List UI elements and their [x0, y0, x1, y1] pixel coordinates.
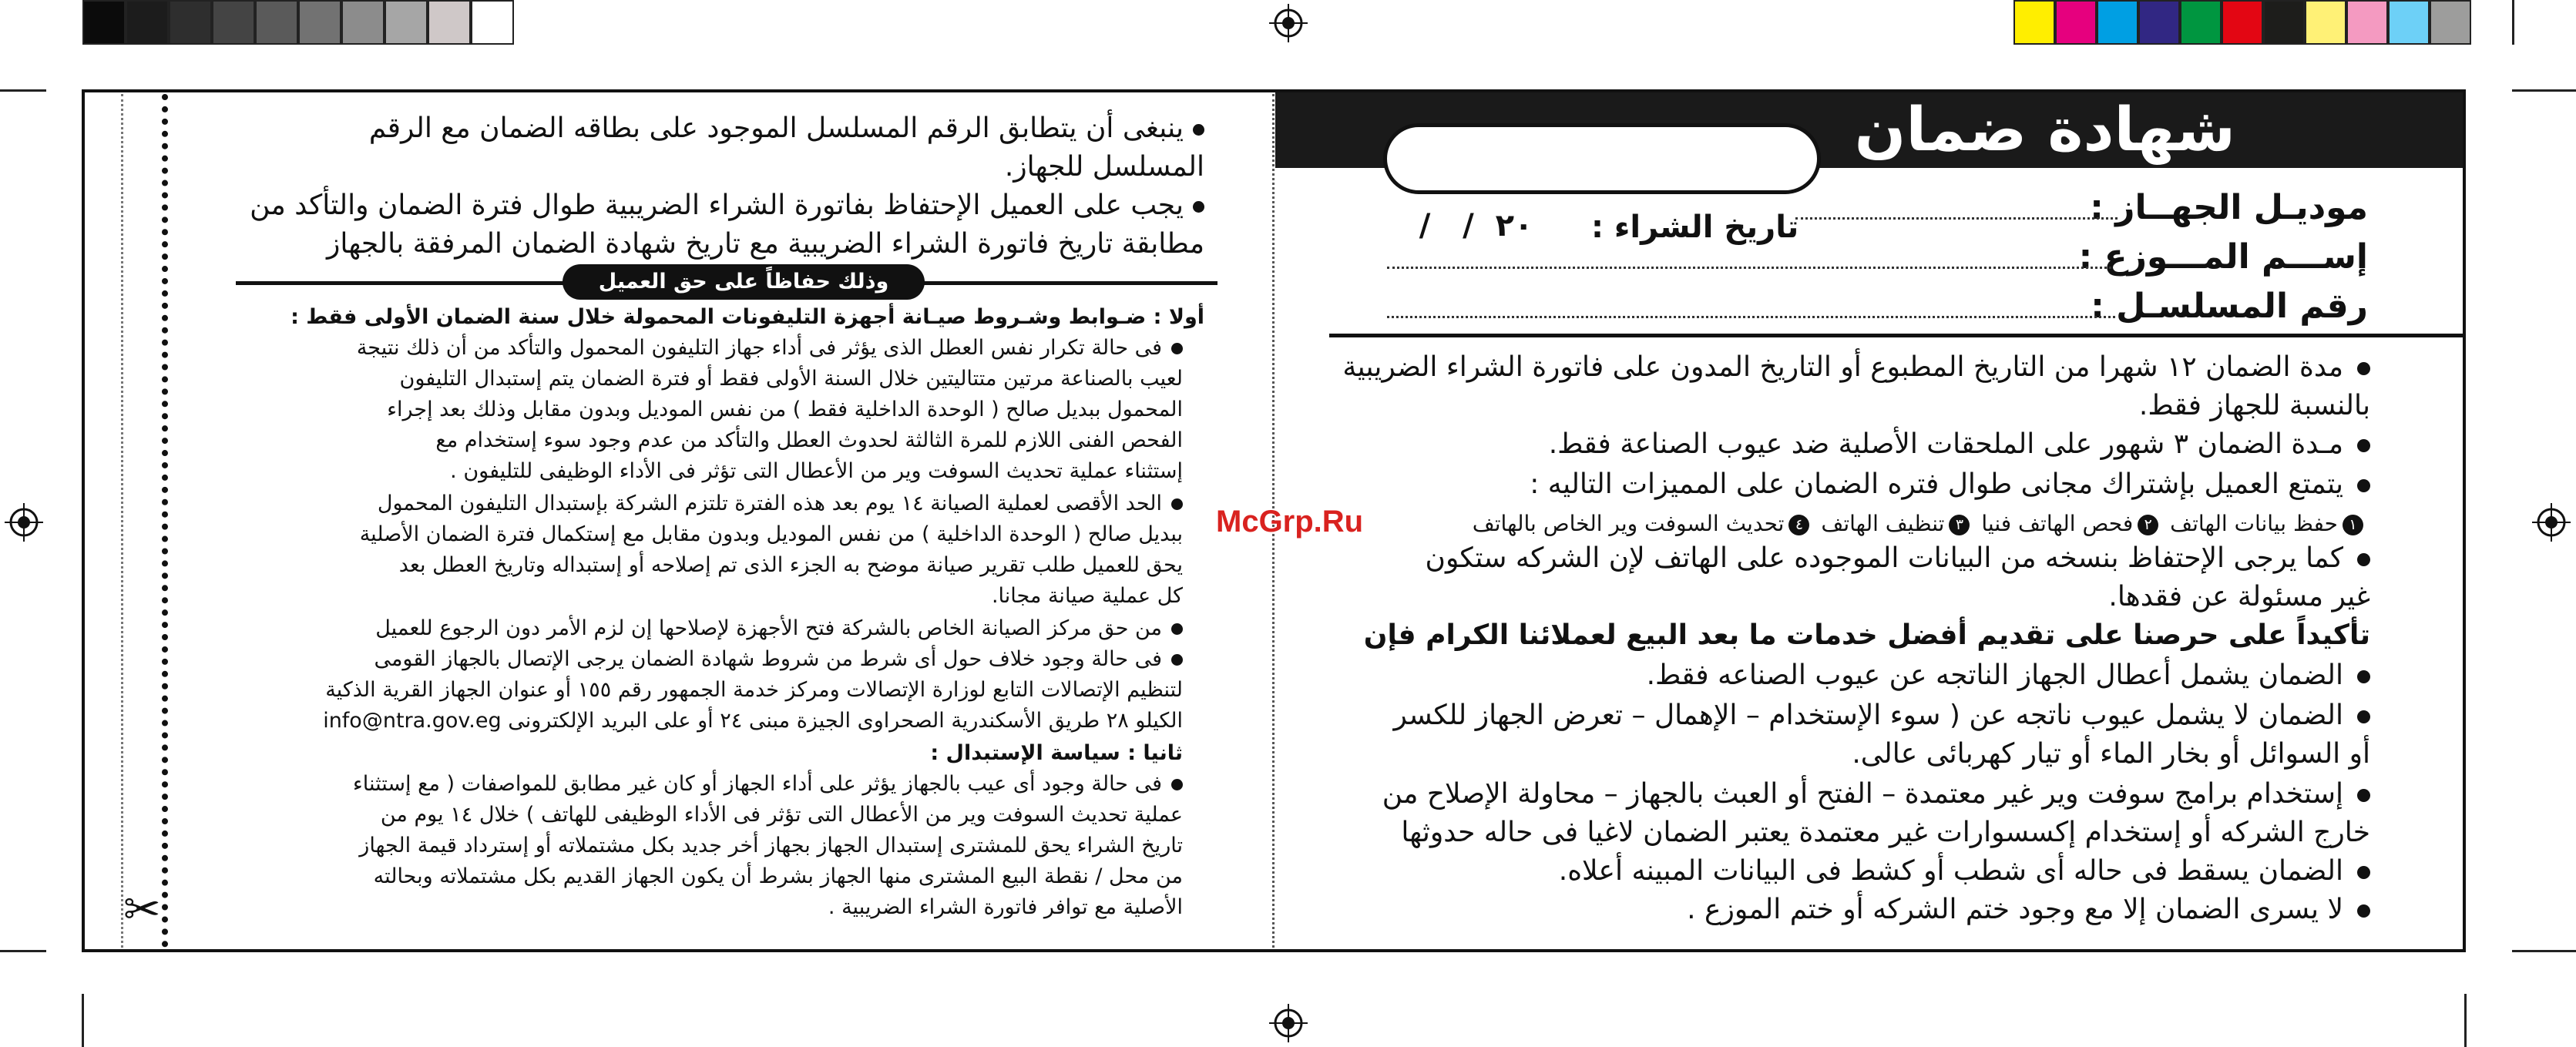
gray-swatch — [212, 0, 255, 45]
gray-swatch — [126, 0, 169, 45]
registration-mark-icon — [5, 503, 43, 542]
crop-mark — [2512, 0, 2514, 45]
terms-item: فى حالة تكرار نفس العطل الذى يؤثر فى أداء جهاز التليفون المحمول والتأكد من أن ذلك نتيجة لعيب بالصناعة مرتين متتاليتين خلال السنة الأولى فقط أو فترة الضمان يتم إستبدال التليفون المحمول ببديل صالح ( الوحدة الداخلية فقط ) من نفس الموديل وبدون مقابل وذلك بعد إجراء الفحص الفنى اللازم للمرة الثالثة لحدوث العطل والتأكد من عدم وجود سوء إستخدام مع إستثناء عملية تحديث السوفت وير من الأعطال التى تؤثر فى الأداء الوظيفى للتليفون . — [356, 336, 1183, 483]
section-heading: أولا : ضـوابط وشـروط صيـانة أجهزة التليفونات المحمولة خلال سنة الضمان الأولى فقط : — [291, 305, 1204, 329]
registration-mark-icon — [1269, 4, 1308, 42]
crop-mark — [2512, 950, 2576, 952]
model-label: موديـل الجهــاز : — [2090, 188, 2368, 227]
warranty-term: يتمتع العميل بإشتراك مجانى طوال فتره الضمان على المميزات التاليه : — [1199, 465, 2370, 504]
emphasis-statement: تأكيداً على حرصنا على تقديم أفضل خدمات ما بعد البيع لعملائنا الكرام فإن — [1363, 619, 2370, 651]
color-swatch — [2097, 0, 2138, 45]
divider — [1329, 334, 2463, 337]
section-banner: وذلك حفاظاً على حق العميل — [563, 264, 925, 300]
stamp-area — [1383, 123, 1821, 194]
color-swatch — [2430, 0, 2471, 45]
terms-bullet: يجب على العميل الإحتفاظ بفاتورة الشراء الضريبية طوال فترة الضمان والتأكد من مطابقة تاريخ فاتورة الشراء الضريبية مع تاريخ شهادة الضمان المرفقة بالجهاز — [250, 190, 1204, 260]
color-swatch — [2263, 0, 2305, 45]
gray-swatch — [385, 0, 428, 45]
cut-line — [121, 94, 123, 948]
warranty-term: الضمان يسقط فى حاله أى شطب أو كشط فى البيانات المبينه أعلاه. — [1199, 852, 2370, 891]
gray-swatch — [471, 0, 514, 45]
serial-field[interactable] — [1387, 316, 2115, 318]
color-swatch — [2222, 0, 2263, 45]
crop-mark — [2464, 994, 2467, 1047]
purchase-date-field[interactable]: ٢٠ / / — [1387, 208, 1533, 243]
model-field[interactable] — [1795, 217, 2118, 220]
warranty-term: الضمان يشمل أعطال الجهاز الناتجه عن عيوب الصناعه فقط. — [1199, 656, 2370, 695]
gray-swatch — [428, 0, 471, 45]
terms-item: الحد الأقصى لعملية الصيانة ١٤ يوم بعد هذه الفترة تلتزم الشركة بإستبدال التليفون المحمول ببديل صالح ( الوحدة الداخلية ) من نفس الموديل وبدون مقابل مع إستكمال فترة الضمان الأصلية يحق للعميل طلب تقرير صيانة موضح به الجزء الذى تم إصلاحه أو إستبداله وتاريخ العطل بعد كل عملية صيانة مجانا. — [359, 492, 1183, 608]
registration-mark-icon — [2532, 503, 2571, 542]
watermark: McGrp.Ru — [1216, 505, 1364, 539]
terms-item: فى حالة وجود خلاف حول أى شرط من شروط شهادة الضمان يرجى الإتصال بالجهاز القومى لتنظيم الإتصالات التابع لوزارة الإتصالات ومركز خدمة الجمهور رقم ١٥٥ أو عنوان الجهاز القرية الذكية الكيلو ٢٨ طريق الأسكندرية الصحراوى الجيزة مبنى ٢٤ أو على البريد الإلكترونى info@ntra.gov.eg — [323, 647, 1183, 733]
crop-mark — [0, 950, 46, 952]
purchase-date-label: تاريخ الشراء : — [1591, 210, 1799, 245]
gray-swatch — [298, 0, 341, 45]
page-title: شهادة ضمان — [1854, 96, 2235, 165]
registration-mark-icon — [1269, 1004, 1308, 1042]
serial-label: رقم المسلسـل : — [2091, 287, 2368, 326]
warranty-term: لا يسرى الضمان إلا مع وجود ختم الشركه أو ختم الموزع . — [1199, 891, 2370, 929]
crop-mark — [2512, 89, 2576, 92]
color-swatch — [2055, 0, 2097, 45]
color-swatch — [2346, 0, 2388, 45]
color-swatch — [2305, 0, 2346, 45]
gray-swatch — [341, 0, 385, 45]
scissors-icon: ✂ — [123, 883, 161, 935]
crop-mark — [82, 994, 84, 1047]
color-swatch — [2180, 0, 2222, 45]
terms-item: من حق مركز الصيانة الخاص بالشركة فتح الأجهزة لإصلاحها إن لزم الأمر دون الرجوع للعميل — [181, 613, 1183, 644]
warranty-term: الضمان لا يشمل عيوب ناتجه عن ( سوء الإستخدام – الإهمال – تعرض الجهاز للكسر أو السوائل أو بخار الماء أو تيار كهربائى عالى. — [1393, 700, 2370, 770]
color-swatch — [2138, 0, 2180, 45]
warranty-term: كما يرجى الإحتفاظ بنسخه من البيانات الموجوده على الهاتف لإن الشركه ستكون غير مسئولة عن فقدها. — [1425, 542, 2370, 612]
section-heading: ثانيا : سياسة الإستبدال : — [930, 741, 1183, 765]
services-list: ١حفظ بيانات الهاتف ٢فحص الهاتف فنيا ٣تنظيف الهاتف ٤تحديث السوفت وير الخاص بالهاتف — [1473, 507, 2368, 541]
warranty-term: مدة الضمان ١٢ شهرا من التاريخ المطبوع أو التاريخ المدون على فاتورة الشراء الضريبية بالنسبة للجهاز فقط. — [1342, 351, 2370, 421]
perforation-line — [162, 94, 168, 948]
distributor-field[interactable] — [1387, 267, 2111, 269]
crop-mark — [0, 89, 46, 92]
color-swatch — [2013, 0, 2055, 45]
gray-swatch — [82, 0, 126, 45]
terms-item: فى حالة وجود أى عيب بالجهاز يؤثر على أداء الجهاز أو كان غير مطابق للمواصفات ( مع إستثناء عملية تحديث السوفت وير من الأعطال التى تؤثر فى الأداء الوظيفى للهاتف ) خلال ١٤ يوم من تاريخ الشراء يحق للمشترى إستبدال الجهاز بجهاز أخر جديد بكل مشتملاته أو إسترداد قيمة الجهاز من محل / نقطة البيع المشترى منها الجهاز بشرط أن يكون الجهاز القديم بكل مشتملاته وبحالته الأصلية مع توافر فاتورة الشراء الضريبية . — [353, 772, 1183, 919]
color-swatch — [2388, 0, 2430, 45]
gray-swatch — [255, 0, 298, 45]
warranty-term: مـدة الضمان ٣ شهور على الملحقات الأصلية ضد عيوب الصناعة فقط. — [1199, 425, 2370, 464]
warranty-term: إستخدام برامج سوفت وير غير معتمدة – الفتح أو العبث بالجهاز – محاولة الإصلاح من خارج الشركه أو إستخدام إكسسوارات غير معتمدة يعتبر الضمان لاغيا فى حاله حدوثها — [1382, 778, 2370, 848]
gray-swatch — [169, 0, 212, 45]
distributor-label: إســـم المـــوزع : — [2078, 237, 2368, 277]
terms-bullet: ينبغى أن يتطابق الرقم المسلسل الموجود على بطاقه الضمان مع الرقم المسلسل للجهاز. — [368, 112, 1204, 183]
